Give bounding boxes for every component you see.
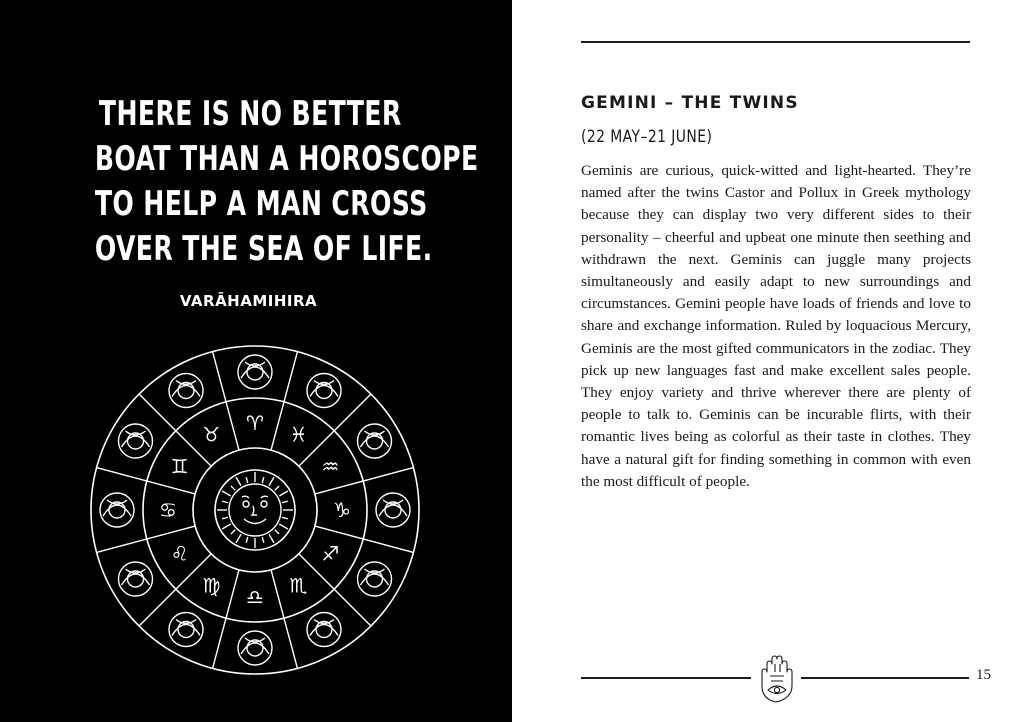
sun-ray xyxy=(279,524,288,529)
zodiac-figure-icon xyxy=(376,493,410,527)
zodiac-sign-glyph: ♐ xyxy=(321,541,340,566)
sun-ray xyxy=(282,517,288,519)
zodiac-sign-glyph: ♉ xyxy=(202,422,221,447)
sun-ray xyxy=(222,501,228,503)
sun-ray xyxy=(236,534,241,543)
zodiac-sign-glyph: ♒ xyxy=(321,454,340,479)
pull-quote xyxy=(94,92,479,272)
section-title: GEMINI – THE TWINS xyxy=(581,93,799,113)
zodiac-figure-icon xyxy=(358,562,392,596)
zodiac-sign-glyph: ♏ xyxy=(289,573,308,598)
quote-attribution: VARĀHAMIHIRA xyxy=(179,292,318,310)
quote-line: TO HELP A MAN CROSS xyxy=(94,184,428,224)
sun-ray xyxy=(222,524,231,529)
zodiac-figure-icon xyxy=(307,373,341,407)
right-page xyxy=(512,0,1024,722)
zodiac-sign-glyph: ♋ xyxy=(159,498,177,522)
sun-ray xyxy=(231,530,235,534)
body-paragraph: Geminis are curious, quick-witted and light-hearted. They’re named after the twins Castor and Pollux in Greek mythology because they can display two very different sides to their personality – cheerful and upbeat one minute then seething and withdrawn the next. Geminis can juggle many projects simultaneously and easily adapt to new surroundings and circumstances. Gemini people have loads of friends and love to share and exchange information. Ruled by loquacious Mercury, Geminis are the most gifted communicators in the zodiac. They pick up new languages fast and make excellent sales people. They enjoy variety and thrive wherever there are plenty of people to talk to. Geminis can be incurable flirts, with their romantic lives being as colorful as their taste in clothes. They have a natural gift for finding something in common with even the most difficult of people. xyxy=(581,162,971,490)
zodiac-figure-icon xyxy=(358,424,392,458)
quote-line: OVER THE SEA OF LIFE. xyxy=(94,229,433,269)
hamsa-hand-icon xyxy=(756,650,796,706)
zodiac-sign-glyph: ♈ xyxy=(246,411,264,435)
zodiac-sign-glyph: ♊ xyxy=(170,454,189,479)
inner-ring xyxy=(193,448,317,572)
sun-ray xyxy=(279,491,288,496)
zodiac-figure-icon xyxy=(307,613,341,647)
zodiac-figure-icon xyxy=(169,613,203,647)
sun-ray xyxy=(275,486,279,490)
sun-ray xyxy=(222,517,228,519)
sun-ray xyxy=(236,477,241,486)
zodiac-sign-glyph: ♍ xyxy=(202,573,221,598)
sun-face-icon xyxy=(217,472,293,548)
sun-ray xyxy=(231,486,235,490)
top-divider xyxy=(581,41,970,43)
zodiac-figure-icon xyxy=(238,355,272,389)
zodiac-sign-glyph: ♑ xyxy=(333,498,351,522)
date-range: (22 MAY–21 JUNE) xyxy=(581,127,713,147)
zodiac-sign-glyph: ♎ xyxy=(246,585,264,609)
sun-ray xyxy=(282,501,288,503)
zodiac-figure-icon xyxy=(100,493,134,527)
footer-divider-right xyxy=(801,677,969,679)
sun-ray xyxy=(246,537,248,543)
sun-ray xyxy=(246,477,248,483)
zodiac-sign-glyph: ♌ xyxy=(170,541,189,566)
sun-ray xyxy=(275,530,279,534)
zodiac-figure-icon xyxy=(118,424,152,458)
zodiac-figure-icon xyxy=(238,631,272,665)
sun-ray xyxy=(269,477,274,486)
zodiac-figure-icon xyxy=(169,373,203,407)
sun-ray xyxy=(262,537,264,543)
zodiac-figure-icon xyxy=(118,562,152,596)
page-number: 15 xyxy=(976,667,991,683)
quote-line: BOAT THAN A HOROSCOPE xyxy=(94,139,479,179)
zodiac-sign-glyph: ♓ xyxy=(289,422,308,447)
sun-ray xyxy=(269,534,274,543)
sun-ray xyxy=(262,477,264,483)
quote-line: THERE IS NO BETTER xyxy=(98,94,402,134)
zodiac-wheel-illustration xyxy=(85,340,425,680)
sun-ray xyxy=(222,491,231,496)
footer-divider-left xyxy=(581,677,751,679)
